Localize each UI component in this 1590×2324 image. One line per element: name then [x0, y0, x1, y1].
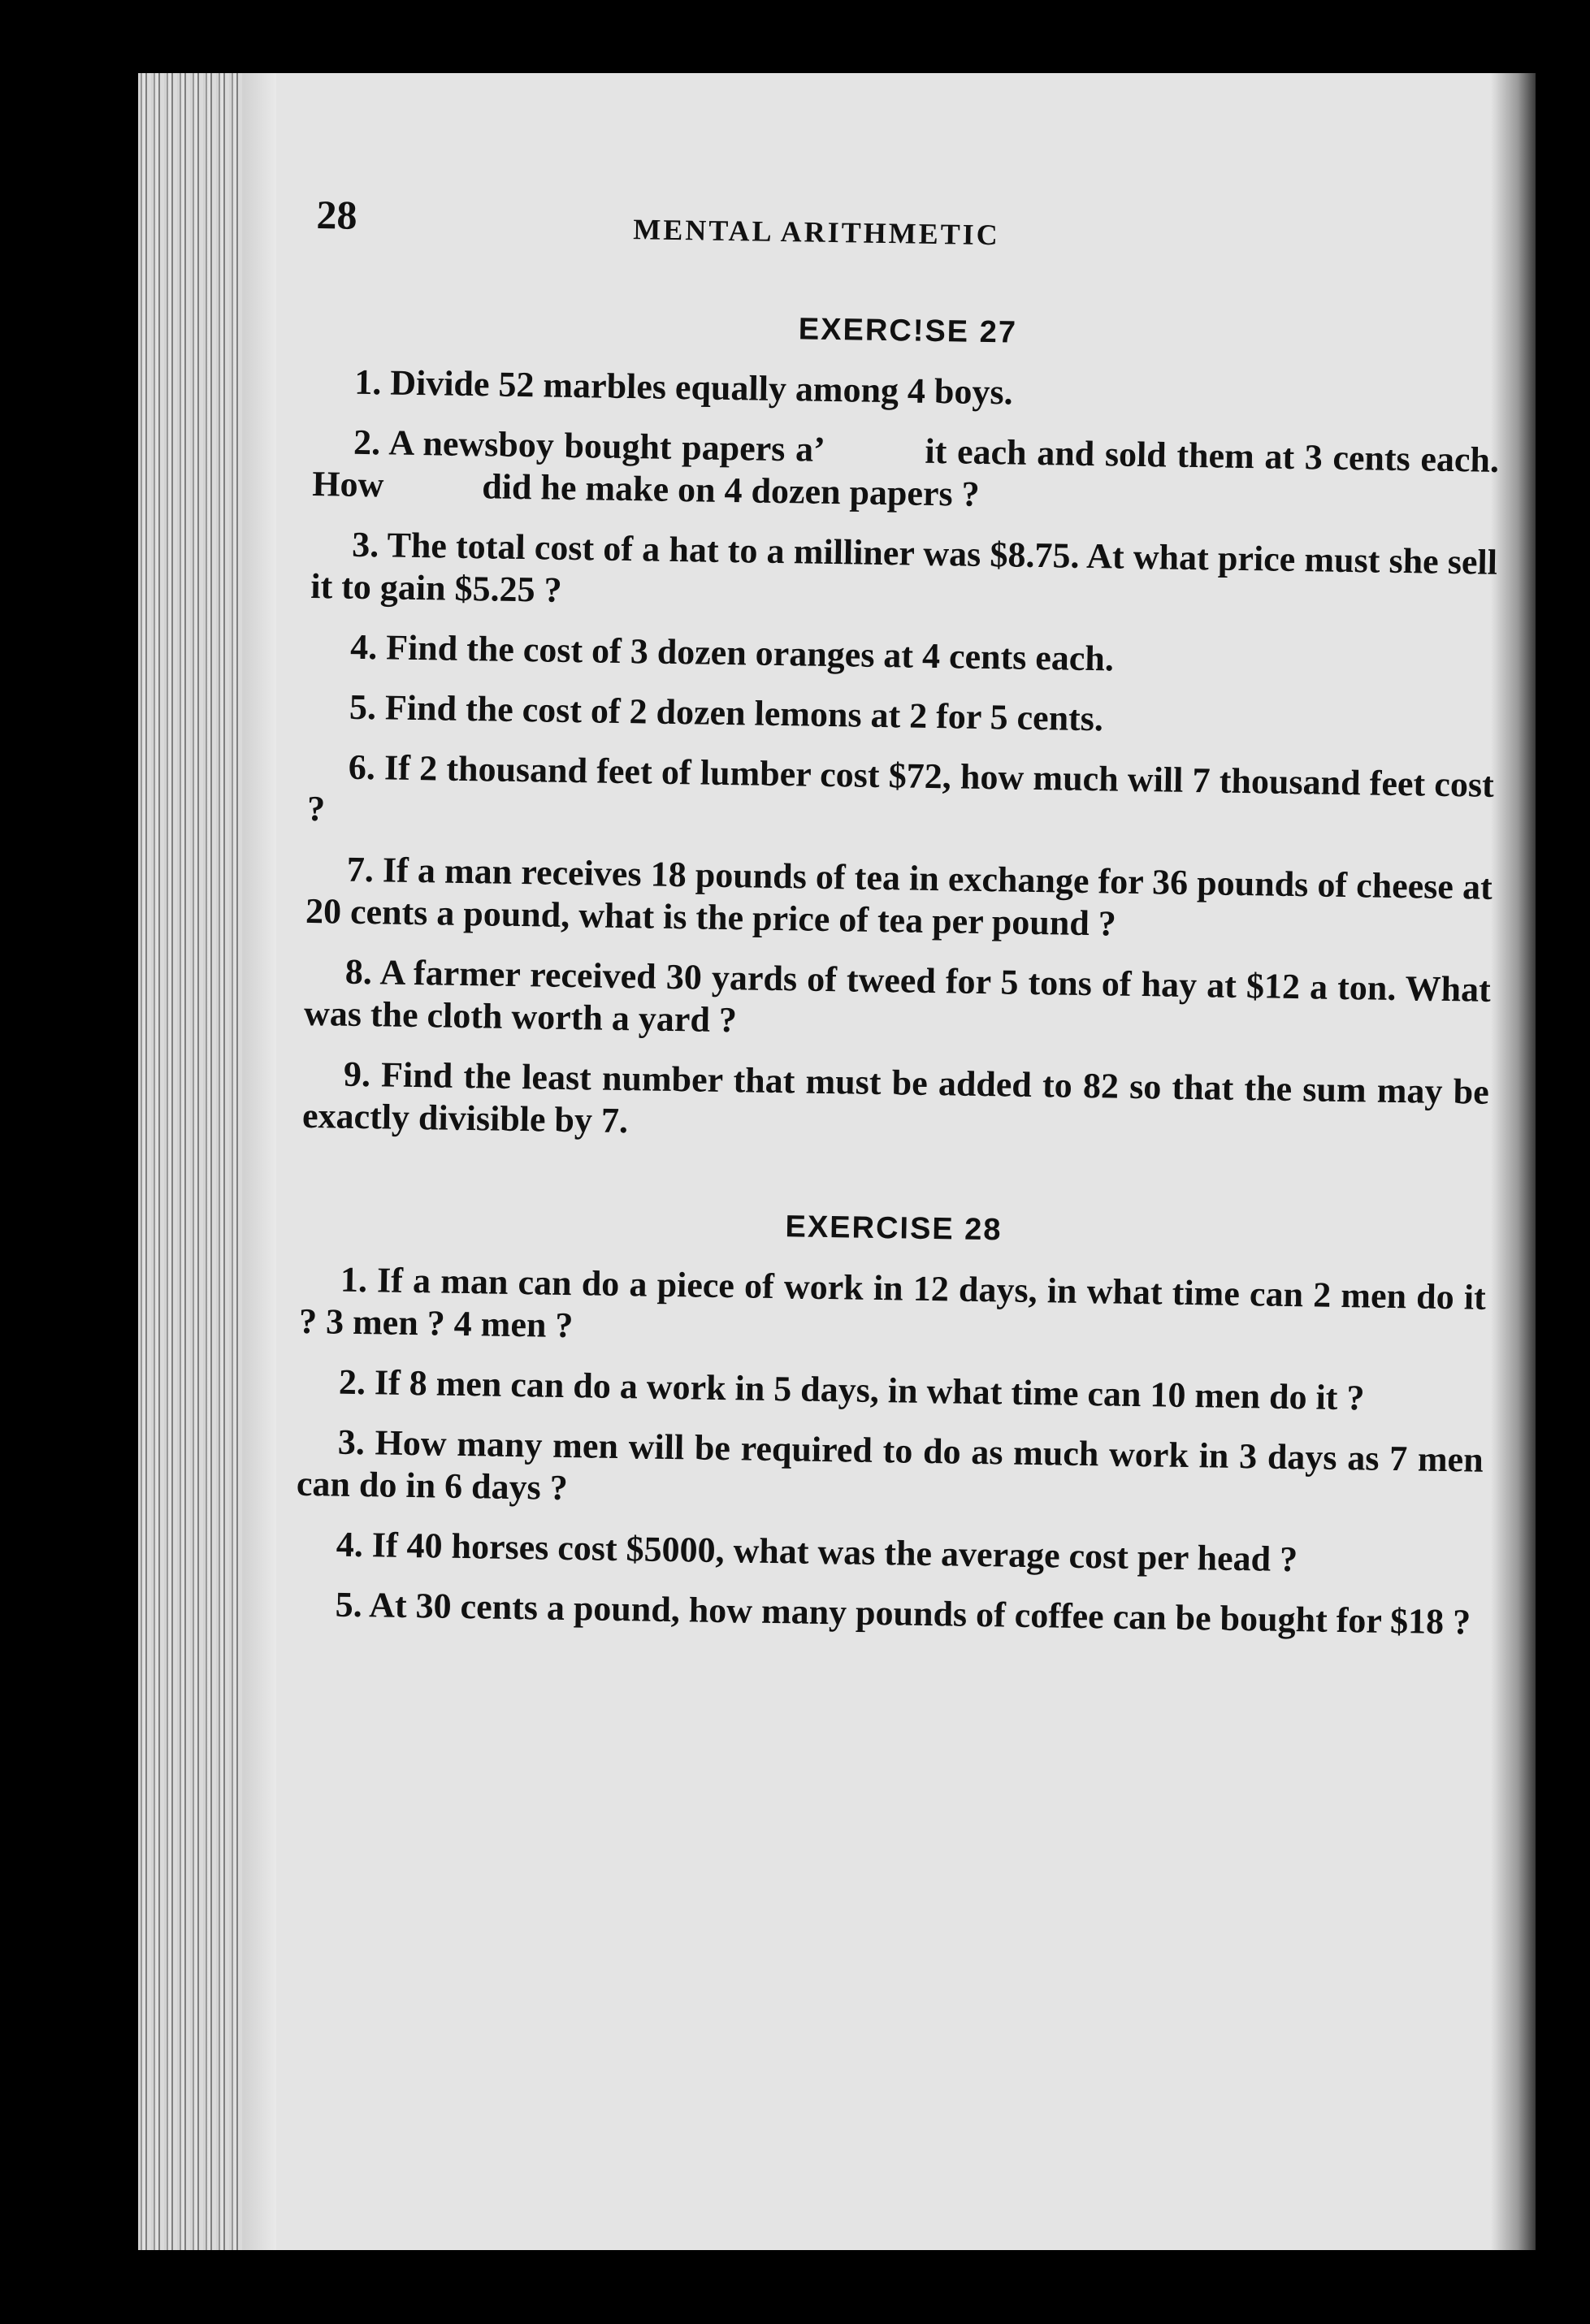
- problem-number: 8.: [344, 951, 373, 993]
- problem-number: 3.: [351, 524, 379, 565]
- page-content: [294, 191, 1503, 1662]
- problem-number: 5.: [349, 686, 377, 728]
- problem: [309, 686, 1496, 747]
- problem: [299, 1258, 1486, 1361]
- problem-text: If 8 men can do a work in 5 days, in what time can 10 men do it ?: [374, 1362, 1365, 1418]
- problem: [295, 1523, 1482, 1584]
- problem-number: 5.: [335, 1584, 363, 1625]
- problem-text: If a man can do a piece of work in 12 days, in what time can 2 men do it ? 3 men ? 4 men ?: [298, 1260, 1487, 1346]
- exercise-title: EXERC!SE 27: [798, 312, 1018, 350]
- problem: [302, 1053, 1489, 1156]
- problem: [310, 625, 1497, 686]
- problem-number: 7.: [346, 849, 375, 890]
- problem-number: 6.: [348, 747, 376, 788]
- problem: [312, 421, 1499, 524]
- problem: [304, 950, 1491, 1054]
- problem: [310, 523, 1497, 626]
- problem-text: If a man receives 18 pounds of tea in exchange for 36 pounds of cheese at 20 cents a pound, what is the price of tea per pound ?: [305, 850, 1493, 944]
- page-number: 28: [316, 191, 357, 238]
- problem-text: Find the cost of 3 dozen oranges at 4 cents each.: [385, 627, 1115, 679]
- problem: [314, 361, 1501, 422]
- problem-number: 1.: [353, 361, 382, 403]
- problem: [298, 1361, 1485, 1422]
- problem-text: A newsboy bought papers a’ it each and sold them at 3 cents each. How did he make on 4 dozen papers ?: [311, 422, 1500, 514]
- problem-text: Divide 52 marbles equally among 4 boys.: [389, 362, 1013, 413]
- problem-text: Find the cost of 2 dozen lemons at 2 for 5 cents.: [384, 687, 1104, 739]
- problem-number: 1.: [340, 1259, 368, 1300]
- page-binding-edge: [138, 73, 244, 2250]
- problem: [307, 746, 1494, 849]
- problem-text: A farmer received 30 yards of tweed for 5 tons of hay at $12 a ton. What was the cloth worth a yard ?: [303, 952, 1492, 1041]
- problem-text: The total cost of a hat to a milliner was $8.75. At what price must she sell it to gain $5.25 ?: [310, 525, 1498, 610]
- problem: [297, 1421, 1484, 1524]
- problem-number: 3.: [337, 1422, 366, 1463]
- problem-number: 2.: [353, 422, 381, 463]
- running-head: MENTAL ARITHMETIC: [632, 213, 1000, 252]
- problem-number: 4.: [349, 626, 378, 668]
- problem-text: If 2 thousand feet of lumber cost $72, how much will 7 thousand feet cost ?: [306, 747, 1495, 829]
- problem-text: At 30 cents a pound, how many pounds of coffee can be bought for $18 ?: [368, 1585, 1471, 1642]
- problem-text: Find the least number that must be added to 82 so that the sum may be exactly divisible by 7.: [301, 1054, 1490, 1141]
- page-gutter: [244, 73, 276, 2250]
- problem-number: 9.: [343, 1054, 371, 1095]
- problem: [294, 1583, 1481, 1644]
- exercise-title: EXERCISE 28: [785, 1210, 1003, 1248]
- problem-text: How many men will be required to do as much work in 3 days as 7 men can do in 6 days ?: [296, 1422, 1484, 1508]
- problem-number: 4.: [336, 1524, 364, 1565]
- problem-number: 2.: [338, 1361, 366, 1403]
- problem: [305, 848, 1493, 951]
- problem-text: If 40 horses cost $5000, what was the average cost per head ?: [371, 1525, 1298, 1580]
